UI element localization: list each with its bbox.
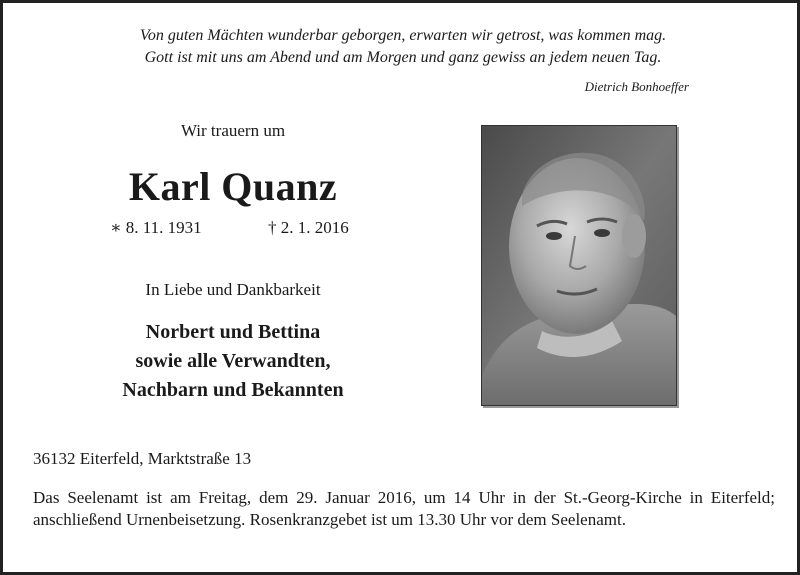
- mourners-line-2: sowie alle Verwandten,: [135, 350, 331, 372]
- motto-quote: [63, 25, 743, 69]
- announcement-block: [63, 117, 403, 405]
- service-details: Das Seelenamt ist am Freitag, dem 29. Januar 2016, um 14 Uhr in der St.-Georg-Kirche in Eiterfeld; anschließend Urnenbeisetzung. Rosenkranzgebet ist um 13.30 Uhr vor dem Seelenamt.: [33, 488, 775, 529]
- portrait-photo: [481, 125, 677, 406]
- motto-author: Dietrich Bonhoeffer: [584, 79, 689, 94]
- birth-date: ∗ 8. 11. 1931: [110, 218, 202, 237]
- gratitude-text: In Liebe und Dankbarkeit: [145, 280, 321, 299]
- portrait-image: [482, 126, 676, 405]
- mourners-list: [63, 318, 403, 405]
- death-date: † 2. 1. 2016: [268, 218, 349, 237]
- deceased-name: Karl Quanz: [128, 164, 338, 209]
- mourners-line-1: Norbert und Bettina: [145, 321, 321, 343]
- motto-line-2: Gott ist mit uns am Abend und am Morgen und ganz gewiss an jedem neuen Tag.: [144, 49, 662, 66]
- mourners-line-3: Nachbarn und Bekannten: [122, 379, 344, 401]
- motto-line-1: Von guten Mächten wunderbar geborgen, erwarten wir getrost, was kommen mag.: [139, 27, 667, 44]
- contact-address: 36132 Eiterfeld, Marktstraße 13: [33, 449, 252, 468]
- intro-text: Wir trauern um: [180, 121, 286, 140]
- life-dates: [63, 218, 403, 242]
